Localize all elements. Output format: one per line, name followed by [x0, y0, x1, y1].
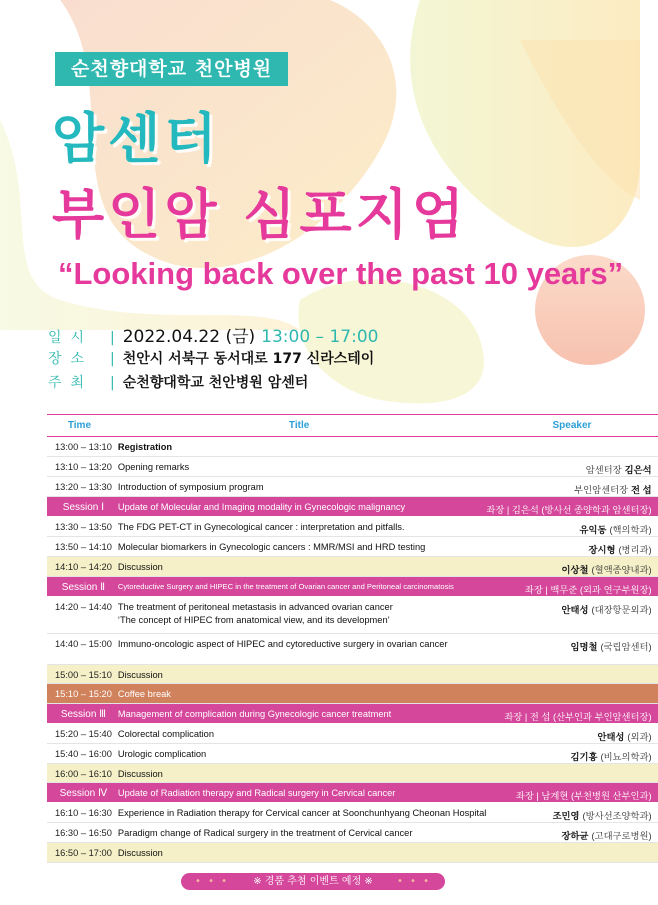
row-title-text: Registration: [117, 442, 173, 452]
speaker-affiliation: 암센터장: [585, 464, 622, 475]
table-row: [47, 743, 658, 763]
row-title: [112, 723, 486, 743]
place-value: 천안시 서북구 동서대로 177 신라스테이: [122, 351, 375, 367]
row-time: Session Ⅰ: [47, 496, 112, 516]
program-table: [47, 414, 658, 863]
table-row: [47, 843, 658, 863]
row-speaker: [486, 843, 657, 863]
row-time: Session Ⅲ: [47, 703, 112, 723]
table-row: [47, 684, 658, 704]
row-title: [112, 823, 486, 843]
row-speaker: [486, 596, 657, 633]
row-time: 13:30 – 13:50: [47, 516, 112, 536]
row-title-text: The FDG PET-CT in Gynecological cancer : interpretation and pitfalls.: [117, 521, 405, 532]
info-date-row: [48, 322, 378, 347]
row-speaker: [486, 803, 657, 823]
organizer-badge: 순천향대학교 천안병원: [55, 52, 288, 86]
row-speaker: [486, 633, 657, 664]
table-row: [47, 664, 658, 684]
speaker-affiliation: (혈액종양내과): [591, 564, 652, 575]
row-time: Session Ⅳ: [47, 783, 112, 803]
speaker-name: 유익동: [579, 524, 607, 535]
event-notice-text: ※ 경품 추첨 이벤트 예정 ※: [253, 876, 373, 887]
row-title: [112, 516, 486, 536]
row-title: [112, 437, 486, 457]
row-speaker: [486, 456, 657, 476]
row-speaker: [486, 703, 657, 723]
table-row: [47, 763, 658, 783]
row-time: 13:20 – 13:30: [47, 476, 112, 496]
row-time: 14:20 – 14:40: [47, 596, 112, 633]
place-label: 장소: [48, 351, 94, 367]
row-title: [112, 743, 486, 763]
row-title: [112, 633, 486, 664]
row-title-text: Immuno-oncologic aspect of HIPEC and cytoreductive surgery in ovarian cancer: [117, 638, 448, 649]
row-title-text: Experience in Radiation therapy for Cervical cancer at Soonchunhyang Cheonan Hospital: [117, 808, 487, 818]
speaker-affiliation: (병리과): [618, 544, 652, 555]
speaker-name: 전 섭: [631, 484, 652, 495]
row-speaker: [486, 556, 657, 576]
speaker-affiliation: (외과): [627, 731, 652, 742]
row-speaker: [486, 437, 657, 457]
table-row: [47, 723, 658, 743]
speaker-affiliation: (국립암센터): [600, 641, 652, 652]
row-time: 15:20 – 15:40: [47, 723, 112, 743]
row-speaker: [486, 664, 657, 684]
date-value: 2022.04.22 (금): [122, 327, 256, 347]
speaker-affiliation: (방사선조양학과): [582, 811, 652, 821]
row-title: [112, 803, 486, 823]
row-speaker: [486, 496, 657, 516]
row-title-text: Management of complication during Gynecologic cancer treatment: [117, 708, 392, 719]
speaker-name: 조민영: [552, 811, 580, 821]
speaker-affiliation: (비뇨의학과): [600, 751, 652, 762]
table-row: [47, 476, 658, 496]
row-time: 13:10 – 13:20: [47, 456, 112, 476]
row-speaker: [486, 536, 657, 556]
session-row: [47, 576, 658, 596]
row-speaker: [486, 476, 657, 496]
row-time: 14:40 – 15:00: [47, 633, 112, 664]
table-header-row: [47, 415, 658, 437]
row-title-text: Molecular biomarkers in Gynecologic cancers : MMR/MSI and HRD testing: [117, 541, 426, 552]
row-title: [112, 456, 486, 476]
session-row: [47, 703, 658, 723]
header-time: Time: [67, 420, 92, 431]
speaker-affiliation: (핵의학과): [609, 524, 652, 535]
row-speaker: [486, 684, 657, 704]
row-title: [112, 476, 486, 496]
table-row: [47, 456, 658, 476]
row-title-text: The treatment of peritoneal metastasis in advanced ovarian cancer: [117, 601, 393, 612]
table-row: [47, 596, 658, 633]
row-title: [112, 783, 486, 803]
session-chair: 좌장 | 남계현 (부천병원 산부인과): [515, 791, 652, 801]
row-title-text: Opening remarks: [117, 461, 190, 472]
row-title-text: Update of Molecular and Imaging modality in Gynecologic malignancy: [117, 501, 406, 512]
row-speaker: [486, 576, 657, 596]
session-row: [47, 496, 658, 516]
row-title: [112, 596, 486, 633]
header-title: Title: [288, 420, 310, 431]
decorative-dots: • • •: [195, 876, 230, 887]
row-time: 16:00 – 16:10: [47, 763, 112, 783]
program-body: [47, 437, 658, 863]
row-title: [112, 576, 486, 596]
table-row: [47, 823, 658, 843]
row-title: [112, 843, 486, 863]
speaker-name: 장시형: [588, 544, 616, 555]
row-title: [112, 496, 486, 516]
row-speaker: [486, 516, 657, 536]
info-place-row: [48, 348, 374, 368]
session-chair: 좌장 | 김은석 (방사선 종양학과 암센터장): [486, 504, 652, 515]
speaker-name: 안태성: [597, 731, 625, 742]
row-time: 16:50 – 17:00: [47, 843, 112, 863]
row-title-text: Discussion: [117, 848, 163, 858]
speaker-affiliation: (대장항문외과): [591, 604, 652, 615]
row-speaker: [486, 723, 657, 743]
row-time: 16:10 – 16:30: [47, 803, 112, 823]
session-chair: 좌장 | 전 섭 (산부인과 부인암센터장): [504, 711, 652, 722]
date-label: 일시: [48, 330, 94, 346]
row-time: 16:30 – 16:50: [47, 823, 112, 843]
speaker-name: 임명철: [570, 641, 598, 652]
row-speaker: [486, 823, 657, 843]
table-row: [47, 536, 658, 556]
info-host-row: [48, 372, 308, 392]
row-time: 15:40 – 16:00: [47, 743, 112, 763]
speaker-name: 장하균: [561, 831, 589, 841]
divider: |: [110, 330, 115, 346]
row-title-text: Discussion: [117, 561, 163, 572]
row-title-text: Introduction of symposium program: [117, 481, 264, 492]
row-title: [112, 763, 486, 783]
speaker-affiliation: (고대구로병원): [591, 831, 652, 841]
speaker-name: 김기홍: [570, 751, 598, 762]
row-speaker: [486, 783, 657, 803]
host-value: 순천향대학교 천안병원 암센터: [122, 375, 309, 391]
table-row: [47, 437, 658, 457]
row-speaker: [486, 743, 657, 763]
session-chair: 좌장 | 백무준 (외과 연구부원장): [524, 584, 652, 595]
speaker-name: 안태성: [561, 604, 589, 615]
subtitle: “Looking back over the past 10 years”: [58, 256, 624, 291]
speaker-name: 김은석: [624, 464, 652, 475]
row-title-text: Colorectal complication: [117, 728, 214, 739]
table-row: [47, 556, 658, 576]
event-notice-banner: [181, 873, 445, 890]
row-title: [112, 536, 486, 556]
row-title-text: Coffee break: [117, 689, 171, 699]
row-title-text: Paradigm change of Radical surgery in the treatment of Cervical cancer: [117, 828, 413, 838]
row-time: 15:00 – 15:10: [47, 664, 112, 684]
table-row: [47, 803, 658, 823]
row-time: 13:00 – 13:10: [47, 437, 112, 457]
divider: |: [110, 375, 115, 391]
row-title: [112, 664, 486, 684]
table-row: [47, 516, 658, 536]
divider: |: [110, 351, 115, 367]
row-time: 15:10 – 15:20: [47, 684, 112, 704]
session-row: [47, 783, 658, 803]
decorative-dots: • • •: [396, 876, 431, 887]
row-time: 14:10 – 14:20: [47, 556, 112, 576]
header-speaker: Speaker: [552, 420, 592, 431]
row-title: [112, 684, 486, 704]
row-title-text: Cytoreductive Surgery and HIPEC in the treatment of Ovarian cancer and Peritoneal carcinomatosis: [117, 581, 454, 591]
speaker-name: 이상철: [561, 564, 589, 575]
row-title-text: Discussion: [117, 768, 163, 779]
page-title-line1: 암센터: [52, 107, 221, 170]
row-title-text: Urologic complication: [117, 748, 207, 759]
speaker-affiliation: 부인암센터장: [574, 484, 629, 495]
row-title: [112, 556, 486, 576]
host-label: 주최: [48, 375, 94, 391]
time-value: 13:00 – 17:00: [261, 327, 379, 347]
row-time: 13:50 – 14:10: [47, 536, 112, 556]
row-time: Session Ⅱ: [47, 576, 112, 596]
row-title-text: Discussion: [117, 669, 163, 680]
row-title: [112, 703, 486, 723]
row-speaker: [486, 763, 657, 783]
row-title-subline: ‘The concept of HIPEC from anatomical view, and its developmen’: [117, 614, 390, 625]
table-row: [47, 633, 658, 664]
page-title-line2: 부인암 심포지엄: [52, 183, 468, 246]
row-title-text: Update of Radiation therapy and Radical surgery in Cervical cancer: [117, 788, 396, 798]
